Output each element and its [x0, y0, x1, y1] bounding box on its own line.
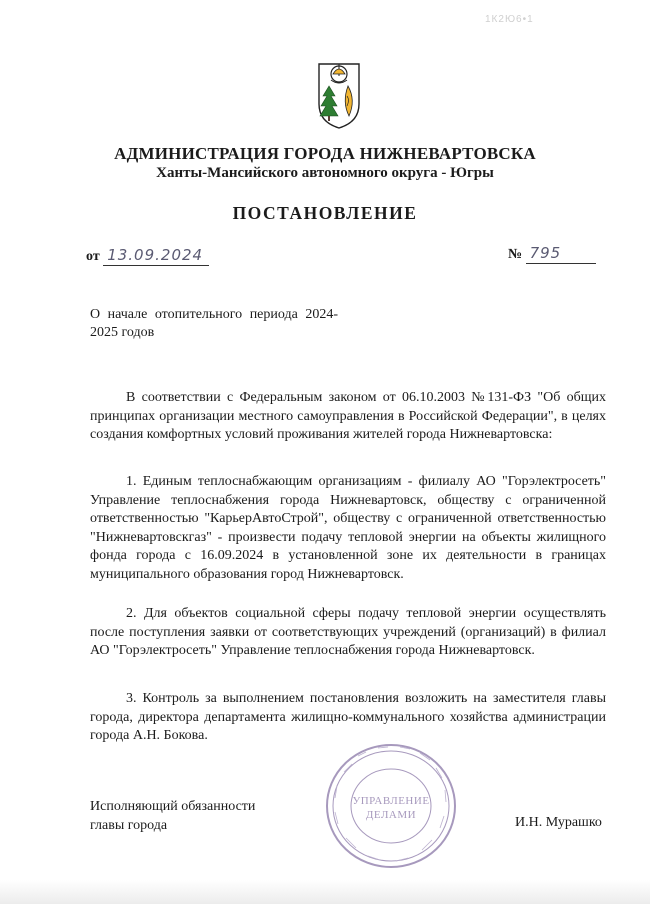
- organization-region: Ханты-Мансийского автономного округа - Югры: [156, 165, 494, 181]
- clause-2-paragraph: [90, 605, 606, 661]
- page-bottom-shade: [0, 880, 650, 904]
- signatory-position: [90, 797, 255, 835]
- preamble-paragraph: [90, 389, 606, 445]
- official-stamp-icon: [324, 742, 458, 870]
- stamp-text-line2: ДЕЛАМИ: [365, 809, 417, 821]
- document-date: [86, 246, 209, 266]
- preamble-text: В соответствии с Федеральным законом от 06.10.2003 №131-ФЗ "Об общих принципах организации местного самоуправления в Российской Федерации", в целях создания комфортных условий проживания жителей города Нижневартовска:: [90, 390, 606, 443]
- signatory-position-line2: главы города: [90, 818, 168, 833]
- clause-1-text: 1. Единым теплоснабжающим организациям - филиалу АО "Горэлектросеть" Управление теплоснабжения города Нижневартовск, обществу с ограниченной ответственностью "КарьерАвтоСтрой", обществу с ограниченной ответственностью "Нижневартовскгаз" - произвести подачу тепловой энергии на объекты жилищного фонда города с 16.09.2024 в установленной зоне их деятельности в границах муниципального образования город Нижневартовск.: [90, 474, 606, 582]
- signatory-name: И.Н. Мурашко: [515, 815, 602, 830]
- clause-3-text: 3. Контроль за выполнением постановления возложить на заместителя главы города, директора департамента жилищно-коммунального хозяйства администрации города А.Н. Бокова.: [90, 691, 606, 744]
- clause-3-paragraph: [90, 690, 606, 746]
- date-handwritten-value: 13.09.2024: [103, 246, 209, 266]
- corner-registration-mark: 1К2Ю6•1: [485, 14, 534, 25]
- stamp-text-line1: УПРАВЛЕНИЕ: [352, 795, 430, 807]
- number-prefix: №: [508, 247, 523, 262]
- document-subject: О начале отопительного периода 2024-2025 годов: [90, 307, 338, 340]
- document-number: [508, 244, 596, 264]
- number-handwritten-value: 795: [526, 244, 596, 264]
- signatory-position-line1: Исполняющий обязанности: [90, 799, 256, 814]
- date-prefix: от: [86, 249, 100, 264]
- organization-name: АДМИНИСТРАЦИЯ ГОРОДА НИЖНЕВАРТОВСКА: [114, 144, 536, 163]
- document-type-title: ПОСТАНОВЛЕНИЕ: [232, 203, 418, 223]
- coat-of-arms-icon: [316, 60, 362, 130]
- clause-2-text: 2. Для объектов социальной сферы подачу тепловой энергии осуществлять после поступления заявки от соответствующих учреждений (организаций) в филиал АО "Горэлектросеть" Управление теплоснабжения города Нижневартовск.: [90, 606, 606, 659]
- clause-1-paragraph: [90, 473, 606, 585]
